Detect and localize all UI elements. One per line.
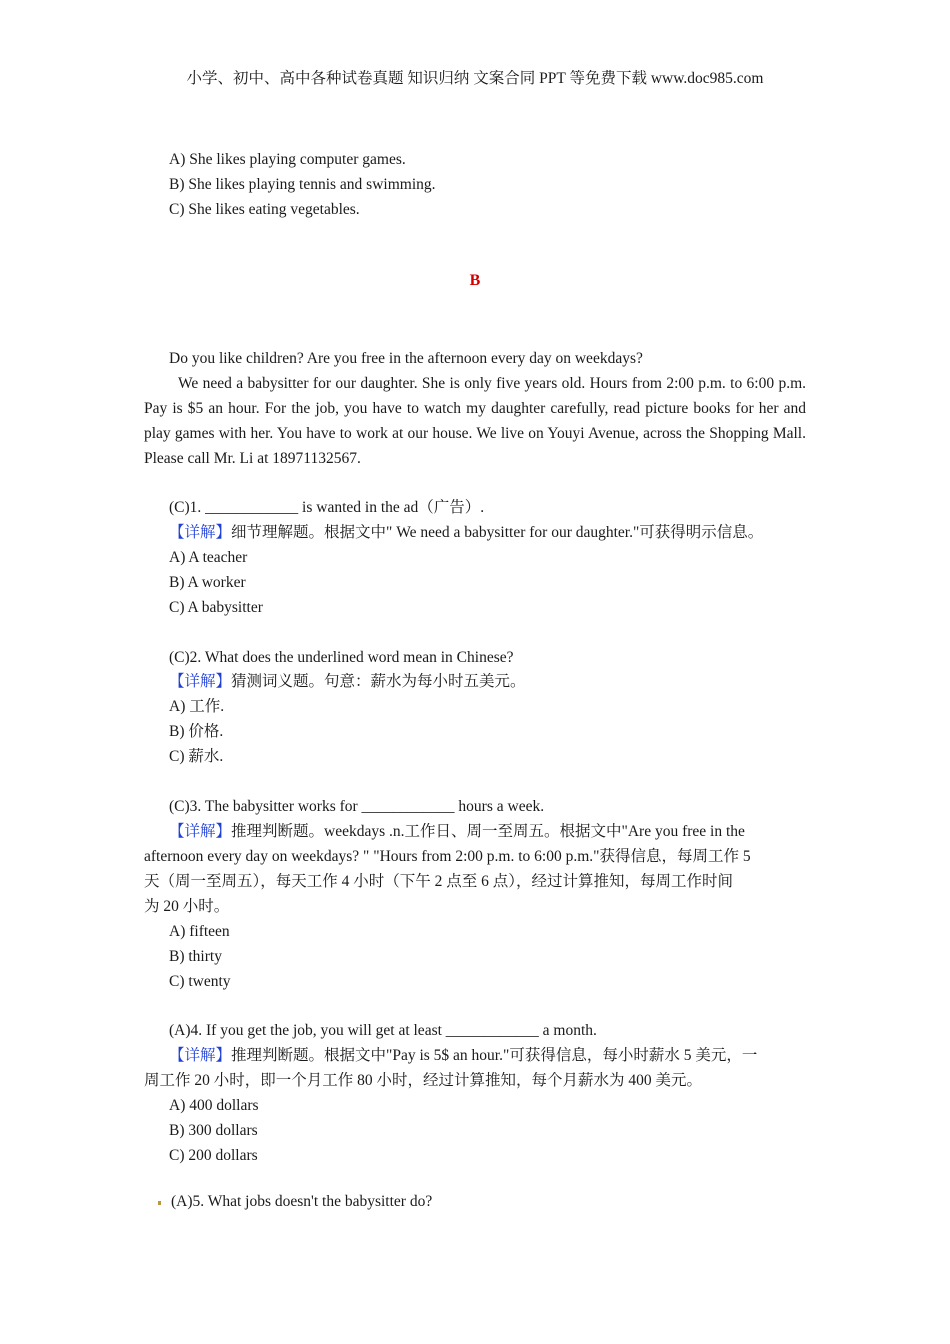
question-4-option-a: A) 400 dollars — [169, 1097, 259, 1114]
question-4-explain — [169, 1043, 757, 1068]
question-3-option-b: B) thirty — [169, 948, 222, 965]
question-3-explain — [169, 819, 745, 844]
detail-tag: 【详解】 — [169, 1047, 232, 1064]
question-4-stem: (A)4. If you get the job, you will get at least ____________ a month. — [169, 1022, 597, 1039]
question-1-option-a: A) A teacher — [169, 549, 248, 566]
question-3-explain-line-4: 为 20 小时。 — [144, 898, 230, 915]
passage-body: We need a babysitter for our daughter. She is only five years old. Hours from 2:00 p.m. to 6:00 p.m. Pay is $5 an hour. For the job, you have to watch my daughter carefully, read picture books for her and play games with her. You have to work at our house. We live on Youyi Avenue, across the Shopping Mall. Please call Mr. Li at 18971132567. — [144, 375, 806, 467]
question-4-explain-text: 推理判断题。根据文中"Pay is 5$ an hour."可获得信息，每小时薪水 5 美元，一 — [231, 1047, 758, 1064]
prev-option-b: B) She likes playing tennis and swimming. — [169, 176, 436, 193]
question-3-stem: (C)3. The babysitter works for ____________ hours a week. — [169, 798, 545, 815]
prev-option-c: C) She likes eating vegetables. — [169, 201, 360, 218]
question-4-option-c: C) 200 dollars — [169, 1147, 258, 1164]
question-1-stem: (C)1. ____________ is wanted in the ad（广告）. — [169, 499, 485, 516]
question-4-explain-line-2: 周工作 20 小时，即一个月工作 80 小时，经过计算推知，每个月薪水为 400 美元。 — [144, 1072, 703, 1089]
question-3-explain-text: 推理判断题。weekdays .n.工作日、周一至周五。根据文中"Are you free in the — [231, 823, 745, 840]
question-1-option-b: B) A worker — [169, 574, 246, 591]
question-3-option-c: C) twenty — [169, 973, 231, 990]
page-header: 小学、初中、高中各种试卷真题 知识归纳 文案合同 PPT 等免费下载 www.doc985.com — [186, 70, 764, 87]
passage-intro: Do you like children? Are you free in the afternoon every day on weekdays? — [169, 350, 643, 367]
detail-tag: 【详解】 — [169, 524, 232, 541]
question-2-option-b: B) 价格. — [169, 723, 224, 740]
question-1-explain — [169, 520, 763, 545]
question-3-explain-line-2: afternoon every day on weekdays? " "Hours from 2:00 p.m. to 6:00 p.m."获得信息，每周工作 5 — [144, 848, 751, 865]
question-2-stem: (C)2. What does the underlined word mean in Chinese? — [169, 649, 514, 666]
prev-option-a: A) She likes playing computer games. — [169, 151, 406, 168]
question-1-explain-text: 细节理解题。根据文中" We need a babysitter for our daughter."可获得明示信息。 — [231, 524, 764, 541]
detail-tag: 【详解】 — [169, 673, 232, 690]
question-2-explain — [169, 669, 526, 694]
question-2-option-a: A) 工作. — [169, 698, 225, 715]
question-3-explain-line-3: 天（周一至周五），每天工作 4 小时（下午 2 点至 6 点），经过计算推知，每周工作时间 — [144, 873, 734, 890]
question-2-option-c: C) 薪水. — [169, 748, 224, 765]
question-2-explain-text: 猜测词义题。句意：薪水为每小时五美元。 — [231, 673, 526, 690]
question-1-option-c: C) A babysitter — [169, 599, 263, 616]
question-3-option-a: A) fifteen — [169, 923, 230, 940]
bullet-mark — [158, 1201, 161, 1205]
detail-tag: 【详解】 — [169, 823, 232, 840]
question-4-option-b: B) 300 dollars — [169, 1122, 258, 1139]
question-5-stem: (A)5. What jobs doesn't the babysitter do? — [171, 1193, 433, 1210]
section-label: B — [469, 272, 481, 289]
